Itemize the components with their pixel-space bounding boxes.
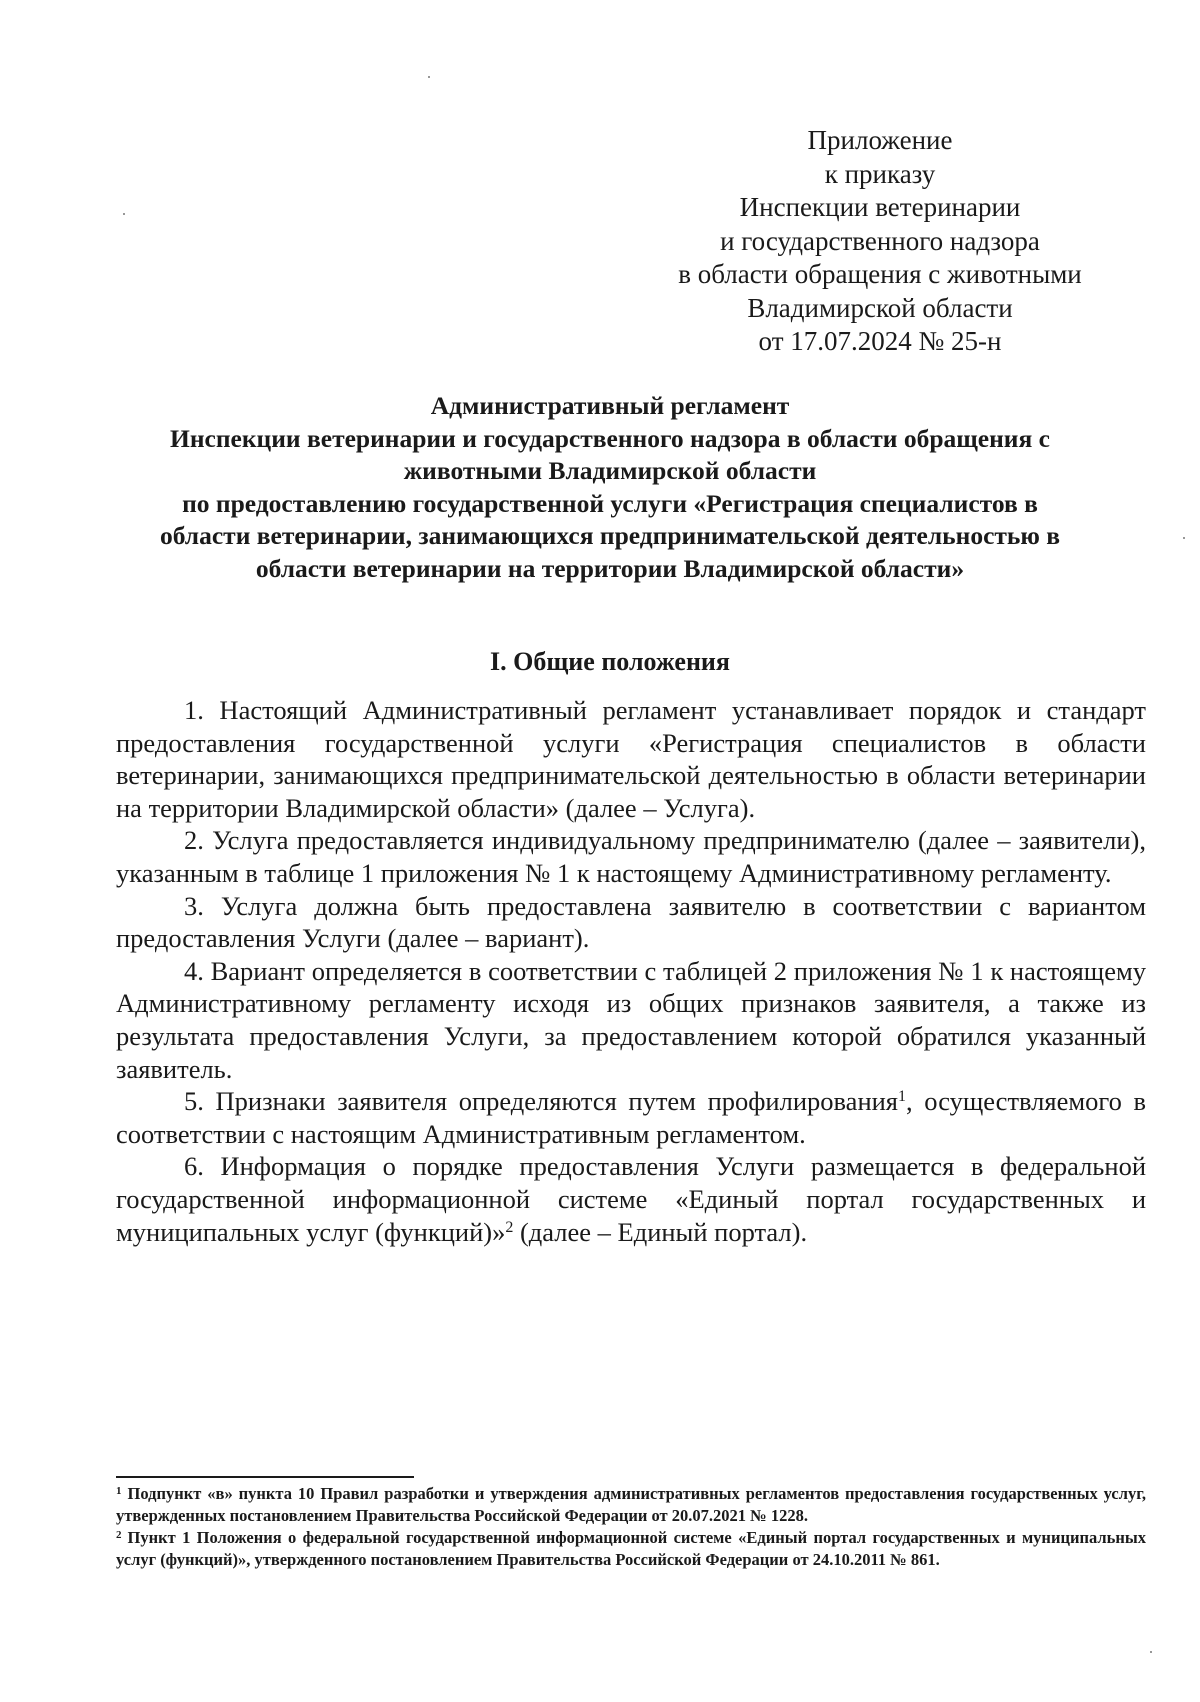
scan-speck [123, 213, 125, 215]
paragraph-6 [116, 1150, 1146, 1248]
section-body [116, 694, 1146, 1248]
footnote-divider [116, 1476, 414, 1478]
paragraph-1: 1. Настоящий Административный регламент устанавливает порядок и стандарт предоставления государственной услуги «Регистрация специалистов в области ветеринарии, занимающихся предпринимательской деятельностью в области ветеринарии на территории Владимирской области» (далее – Услуга). [116, 695, 1146, 823]
paragraph-5-text: 5. Признаки заявителя определяются путем профилирования [184, 1086, 899, 1117]
appendix-header [620, 124, 1140, 359]
footnote-mark: 1 [116, 1485, 122, 1497]
appendix-date-number: от 17.07.2024 № 25-н [758, 326, 1002, 356]
scan-speck [1150, 1651, 1152, 1653]
appendix-line: в области обращения с животными [678, 259, 1082, 289]
scan-speck [428, 76, 430, 78]
appendix-line: Владимирской области [747, 292, 1013, 323]
title-line: области ветеринарии, занимающихся предпринимательской деятельностью в [159, 521, 1061, 550]
paragraph-4: 4. Вариант определяется в соответствии с таблицей 2 приложения № 1 к настоящему Административному регламенту исходя из общих признаков заявителя, а также из результата предоставления Услуги, за предоставлением которой обратился указанный заявитель. [116, 955, 1146, 1084]
paragraph-6-text-cont: (далее – Единый портал). [513, 1216, 808, 1247]
paragraph-3: 3. Услуга должна быть предоставлена заявителю в соответствии с вариантом предоставления Услуги (далее – вариант). [116, 890, 1146, 954]
paragraph-5 [116, 1085, 1146, 1150]
footnotes [116, 1483, 1146, 1571]
footnote-text: Пункт 1 Положения о федеральной государственной информационной системе «Единый портал государственных и муниципальных услуг (функций)», утвержденного постановлением Правительства Российской Федерации от 24.10.2011 № 861. [116, 1528, 1146, 1569]
paragraph-2: 2. Услуга предоставляется индивидуальному предпринимателю (далее – заявители), указанным в таблице 1 приложения № 1 к настоящему Административному регламенту. [116, 825, 1146, 888]
paragraph-6-text: 6. Информация о порядке предоставления Услуги размещается в федеральной государственной информационной системе «Единый портал государственных и муниципальных услуг (функций)» [116, 1151, 1146, 1247]
footnote-1 [116, 1483, 1146, 1527]
title-line: животными Владимирской области [403, 456, 817, 485]
appendix-line: Инспекции ветеринарии [739, 192, 1021, 222]
title-line: по предоставлению государственной услуги «Регистрация специалистов в [182, 488, 1038, 518]
appendix-line: к приказу [824, 158, 936, 189]
footnote-text: Подпункт «в» пункта 10 Правил разработки и утверждения административных регламентов предоставления государственных услуг, утвержденных постановлением Правительства Российской Федерации от 20.07.2021 № 1228. [116, 1484, 1146, 1525]
title-line: Административный регламент [430, 391, 790, 420]
appendix-line: и государственного надзора [720, 225, 1040, 256]
paragraph-5-text-cont: , осуществляемого в соответствии с настоящим Административным регламентом. [116, 1086, 1146, 1149]
footnote-mark: 2 [116, 1529, 122, 1541]
title-line: области ветеринарии на территории Владимирской области» [255, 553, 965, 583]
title-line: Инспекции ветеринарии и государственного надзора в области обращения с [170, 423, 1050, 453]
scan-speck [1183, 537, 1185, 539]
footnote-ref-2: 2 [505, 1218, 514, 1236]
appendix-line: Приложение [807, 125, 953, 155]
section-heading: I. Общие положения [490, 647, 730, 676]
document-title [110, 390, 1110, 585]
footnote-ref-1: 1 [898, 1088, 907, 1106]
footnote-2 [116, 1527, 1146, 1571]
